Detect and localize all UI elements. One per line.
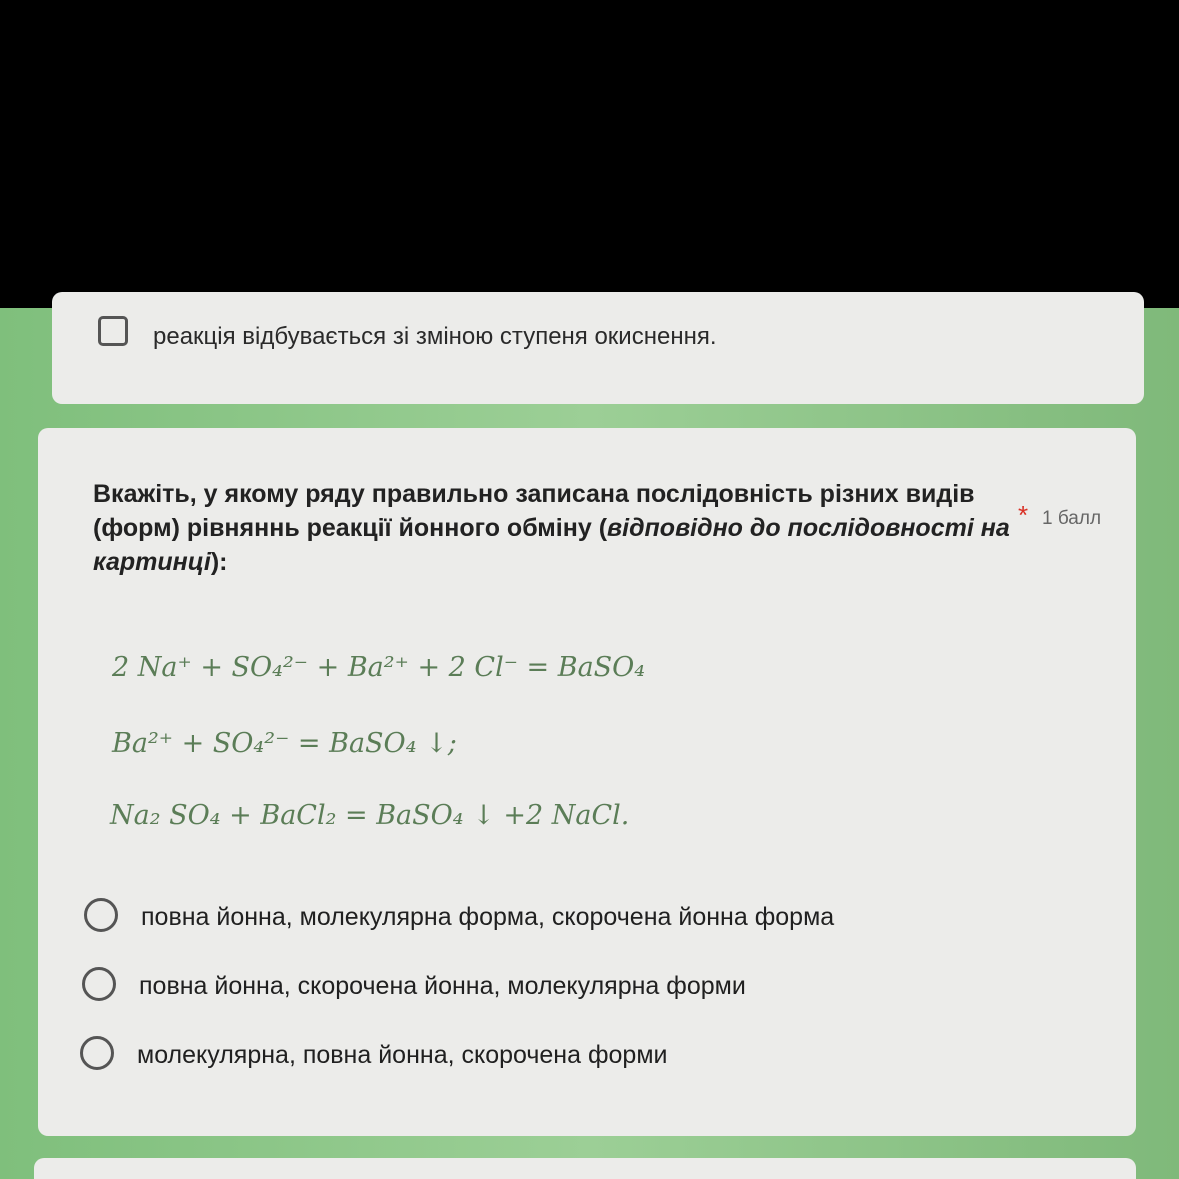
equation-molecular: Na₂ SO₄ + BaCl₂ = BaSO₄ ↓ +2 NaCl. xyxy=(110,800,630,831)
points-label: 1 балл xyxy=(1042,508,1102,529)
equation-short-ionic: Ba²⁺ + SO₄²⁻ = BaSO₄ ↓; xyxy=(112,728,457,759)
option-3-label[interactable]: молекулярна, повна йонна, скорочена форми xyxy=(137,1041,668,1069)
option-checkbox[interactable] xyxy=(98,316,128,346)
equation-full-ionic: 2 Na⁺ + SO₄²⁻ + Ba²⁺ + 2 Cl⁻ = BaSO₄ xyxy=(112,652,646,683)
black-top-area xyxy=(0,0,1179,308)
checkbox-option-label: реакція відбувається зі зміною ступеня окиснення. xyxy=(153,323,717,350)
question-title xyxy=(93,477,1023,579)
radio-option-3[interactable] xyxy=(80,1036,114,1070)
question-title-text: Вкажіть, у якому ряду правильно записана послідовність різних видів (форм) рівняннь реакції йонного обміну ( xyxy=(93,480,975,542)
option-1-label[interactable]: повна йонна, молекулярна форма, скорочена йонна форма xyxy=(141,903,835,931)
question-title-italic: відповідно до послідовності на картинці xyxy=(93,514,1010,576)
question-title-end: ): xyxy=(210,548,228,576)
radio-option-2[interactable] xyxy=(82,967,116,1001)
required-asterisk: * xyxy=(1018,500,1029,530)
option-2-label[interactable]: повна йонна, скорочена йонна, молекулярна форми xyxy=(139,972,746,1000)
next-question-card xyxy=(34,1158,1136,1179)
radio-option-1[interactable] xyxy=(84,898,118,932)
